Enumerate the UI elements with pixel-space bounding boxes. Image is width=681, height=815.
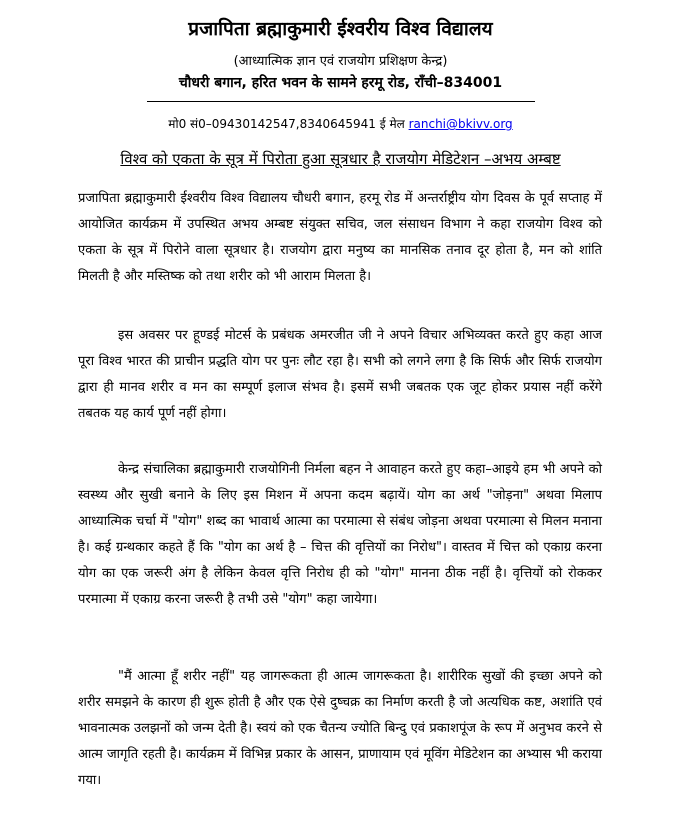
article-headline-text: विश्व को एकता के सूत्र में पिरोता हुआ सूत्रधार है राजयोग मेडिटेशन –अभय अम्बष्ट: [120, 150, 561, 168]
article-paragraph-2: इस अवसर पर हूण्डई मोटर्स के प्रबंधक अमरजीत जी ने अपने विचार अभिव्यक्त करते हुए कहा आज पूरा विश्व भारत की प्राचीन प्रद्धति योग पर पुनः लौट रहा है। सभी को लगने लगा है कि सिर्फ और सिर्फ राजयोग द्वारा ही मानव शरीर व मन का सम्पूर्ण इलाज संभव है। इसमें सभी जबतक एक जूट होकर प्रयास नहीं करेंगे तबतक यह कार्य पूर्ण नहीं होगा।: [78, 328, 602, 421]
article-paragraph-1: प्रजापिता ब्रह्माकुमारी ईश्वरीय विश्व विद्यालय चौधरी बगान, हरमू रोड में अन्तर्राष्ट्रीय योग दिवस के पूर्व सप्ताह में आयोजित कार्यक्रम में उपस्थित अभय अम्बष्ट संयुक्त सचिव, जल संसाधन विभाग ने कहा राजयोग विश्व को एकता के सूत्र में पिरोने वाला सूत्रधार है। राजयोग द्वारा मनुष्य का मानसिक तनाव दूर होता है, मन को शांति मिलती है और मस्तिष्क को तथा शरीर को भी आराम मिलता है।: [78, 191, 602, 284]
organization-address: चौधरी बगान, हरित भवन के सामने हरमू रोड, राँची–834001: [178, 75, 503, 91]
organization-subtitle: (आध्यात्मिक ज्ञान एवं राजयोग प्रशिक्षण केन्द्र): [233, 54, 448, 69]
contact-phone: मो0 सं0–09430142547,8340645941 ई मेल: [168, 117, 409, 131]
contact-email-link[interactable]: ranchi@bkivv.org: [408, 117, 513, 131]
article-paragraph-3: केन्द्र संचालिका ब्रह्माकुमारी राजयोगिनी निर्मला बहन ने आवाहन करते हुए कहा–आइये हम भी अपने को स्वस्थ्य और सुखी बनाने के लिए इस मिशन में अपना कदम बढ़ायें। योग का अर्थ "जोड़ना" अथवा मिलाप आध्यात्मिक चर्चा में "योग" शब्द का भावार्थ आत्मा का परमात्मा से संबंध जोड़ना अथवा परमात्मा से मिलन मनाना है। कई ग्रन्थकार कहते हैं कि "योग का अर्थ है – चित्त की वृत्तियों का निरोध"। वास्तव में चित्त को एकाग्र करना योग का एक जरूरी अंग है लेकिन केवल वृत्ति निरोध ही को "योग" मानना ठीक नहीं है। वृत्तियों को रोककर परमात्मा में एकाग्र करना जरूरी है तभी उसे "योग" कहा जायेगा।: [78, 462, 602, 607]
header-divider: [147, 101, 535, 102]
article-paragraph-4: "मैं आत्मा हूँ शरीर नहीं" यह जागरूकता ही आत्म जागरूकता है। शारीरिक सुखों की इच्छा अपने को शरीर समझने के कारण ही शुरू होती है और एक ऐसे दुष्चक्र का निर्माण करती है जो अत्यधिक कष्ट, अशांति एवं भावनात्मक उलझनों को जन्म देती है। स्वयं को एक चैतन्य ज्योति बिन्दु एवं प्रकाशपूंज के रूप में अनुभव करने से आत्म जागृति रहती है। कार्यक्रम में विभिन्न प्रकार के आसन, प्राणायाम एवं मूविंग मेडिटेशन का अभ्यास भी कराया गया।: [78, 669, 602, 788]
article-headline: [0, 148, 681, 170]
organization-name: प्रजापिता ब्रह्माकुमारी ईश्वरीय विश्व विद्यालय: [188, 18, 493, 40]
contact-line: [0, 115, 681, 133]
